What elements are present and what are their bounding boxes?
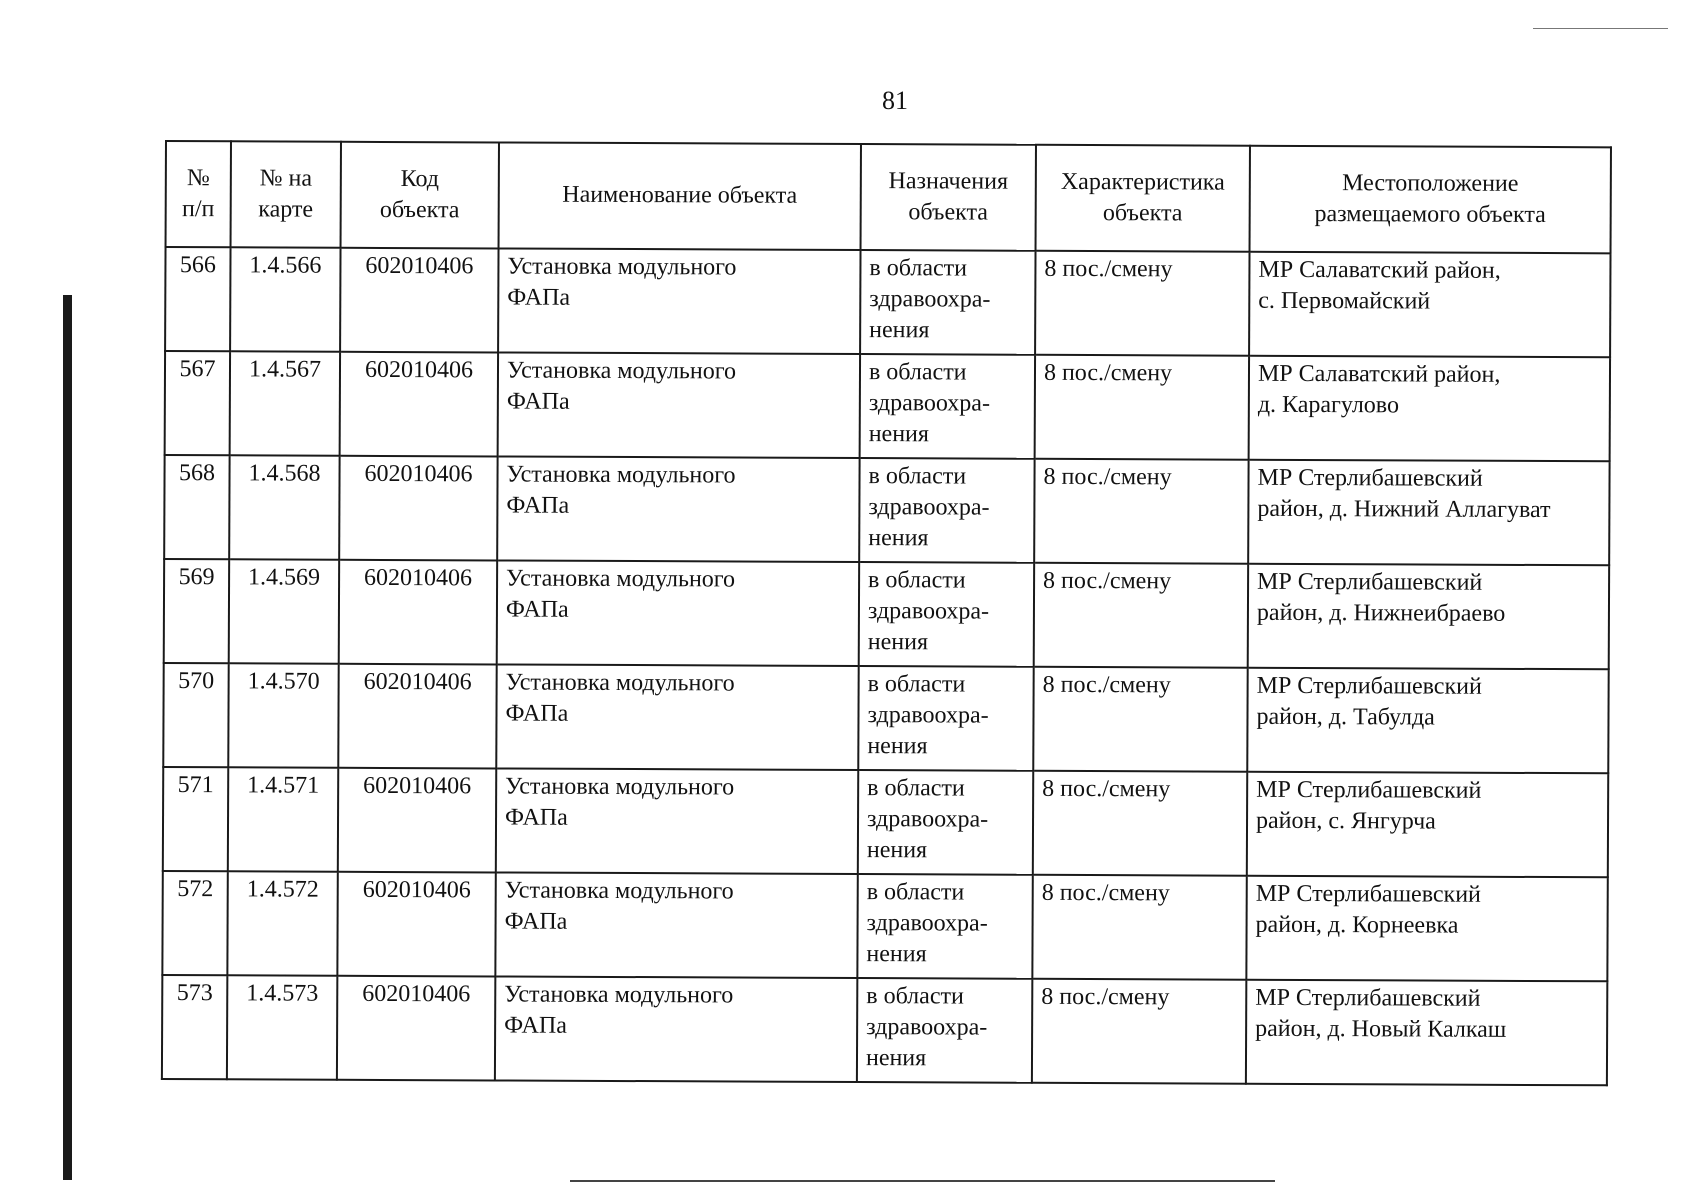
cell-map-number: 1.4.573 <box>227 975 337 1079</box>
cell-object-code: 602010406 <box>340 248 498 353</box>
cell-object-purpose: в области здравоохра- нения <box>857 874 1032 979</box>
cell-object-characteristic: 8 пос./смену <box>1032 979 1246 1084</box>
cell-object-characteristic: 8 пос./смену <box>1034 563 1248 668</box>
cell-object-code: 602010406 <box>338 768 496 873</box>
cell-row-number: 568 <box>164 455 229 559</box>
cell-object-name: Установка модульного ФАПа <box>497 456 859 562</box>
table-row <box>164 559 1609 669</box>
cell-map-number: 1.4.568 <box>229 455 339 559</box>
cell-object-location: МР Стерлибашевский район, д. Новый Калкаш <box>1246 980 1607 1086</box>
table-header-row <box>166 141 1611 253</box>
cell-object-characteristic: 8 пос./смену <box>1033 771 1247 876</box>
cell-row-number: 573 <box>162 975 227 1079</box>
cell-map-number: 1.4.566 <box>230 247 340 351</box>
cell-row-number: 570 <box>163 663 228 767</box>
cell-object-characteristic: 8 пос./смену <box>1034 459 1248 564</box>
binding-edge-mark <box>63 295 72 1180</box>
header-object-code: Код объекта <box>341 142 499 249</box>
cell-object-location: МР Стерлибашевский район, с. Янгурча <box>1247 772 1608 878</box>
cell-map-number: 1.4.567 <box>230 351 340 455</box>
header-map-number: № на карте <box>231 141 341 247</box>
cell-object-purpose: в области здравоохра- нения <box>859 458 1034 563</box>
cell-object-location: МР Стерлибашевский район, д. Нижнеибраево <box>1248 564 1609 670</box>
cell-row-number: 571 <box>163 767 228 871</box>
cell-row-number: 566 <box>165 247 230 351</box>
cell-map-number: 1.4.571 <box>228 767 338 871</box>
cell-object-purpose: в области здравоохра- нения <box>858 770 1033 875</box>
cell-object-name: Установка модульного ФАПа <box>495 976 857 1082</box>
cell-object-code: 602010406 <box>338 664 496 769</box>
table-row <box>164 455 1609 565</box>
cell-row-number: 572 <box>162 871 227 975</box>
table-row <box>162 871 1607 981</box>
cell-object-location: МР Салаватский район, д. Карагулово <box>1249 356 1610 462</box>
cell-object-purpose: в области здравоохра- нения <box>859 562 1034 667</box>
table-body <box>162 247 1611 1085</box>
cell-object-code: 602010406 <box>340 352 498 457</box>
cell-object-name: Установка модульного ФАПа <box>496 664 858 770</box>
cell-object-code: 602010406 <box>337 976 495 1081</box>
cell-object-purpose: в области здравоохра- нения <box>858 666 1033 771</box>
cell-object-code: 602010406 <box>339 560 497 665</box>
cell-object-code: 602010406 <box>337 872 495 977</box>
cell-object-characteristic: 8 пос./смену <box>1035 251 1249 356</box>
objects-table <box>161 140 1612 1086</box>
cell-object-name: Установка модульного ФАПа <box>497 560 859 666</box>
scan-edge-line <box>570 1180 1275 1182</box>
cell-object-characteristic: 8 пос./смену <box>1032 875 1246 980</box>
cell-map-number: 1.4.570 <box>228 663 338 767</box>
cell-object-location: МР Стерлибашевский район, д. Табулда <box>1247 668 1608 774</box>
table-row <box>162 975 1607 1085</box>
cell-map-number: 1.4.572 <box>227 871 337 975</box>
cell-object-location: МР Стерлибашевский район, д. Корнеевка <box>1246 876 1607 982</box>
header-object-name: Наименование объекта <box>499 142 861 250</box>
cell-object-location: МР Стерлибашевский район, д. Нижний Аллагуват <box>1248 460 1609 566</box>
cell-object-characteristic: 8 пос./смену <box>1033 667 1247 772</box>
table-row <box>165 351 1610 461</box>
header-object-location: Местоположение размещаемого объекта <box>1250 146 1611 254</box>
scan-edge-line <box>1533 28 1668 29</box>
header-object-characteristic: Характеристика объекта <box>1036 145 1250 252</box>
cell-object-location: МР Салаватский район, с. Первомайский <box>1249 252 1610 358</box>
cell-object-code: 602010406 <box>339 456 497 561</box>
header-row-number: № п/п <box>166 141 231 247</box>
cell-object-name: Установка модульного ФАПа <box>498 248 860 354</box>
table-row <box>163 767 1608 877</box>
cell-row-number: 567 <box>165 351 230 455</box>
cell-object-name: Установка модульного ФАПа <box>495 872 857 978</box>
cell-object-purpose: в области здравоохра- нения <box>857 978 1032 1083</box>
table-row <box>165 247 1610 357</box>
cell-object-name: Установка модульного ФАПа <box>496 768 858 874</box>
cell-object-characteristic: 8 пос./смену <box>1035 355 1249 460</box>
cell-object-purpose: в области здравоохра- нения <box>860 250 1035 355</box>
cell-object-name: Установка модульного ФАПа <box>498 352 860 458</box>
cell-map-number: 1.4.569 <box>229 559 339 663</box>
header-object-purpose: Назначения объекта <box>861 144 1036 251</box>
cell-row-number: 569 <box>164 559 229 663</box>
page-number: 81 <box>882 86 908 115</box>
cell-object-purpose: в области здравоохра- нения <box>860 354 1035 459</box>
table-row <box>163 663 1608 773</box>
